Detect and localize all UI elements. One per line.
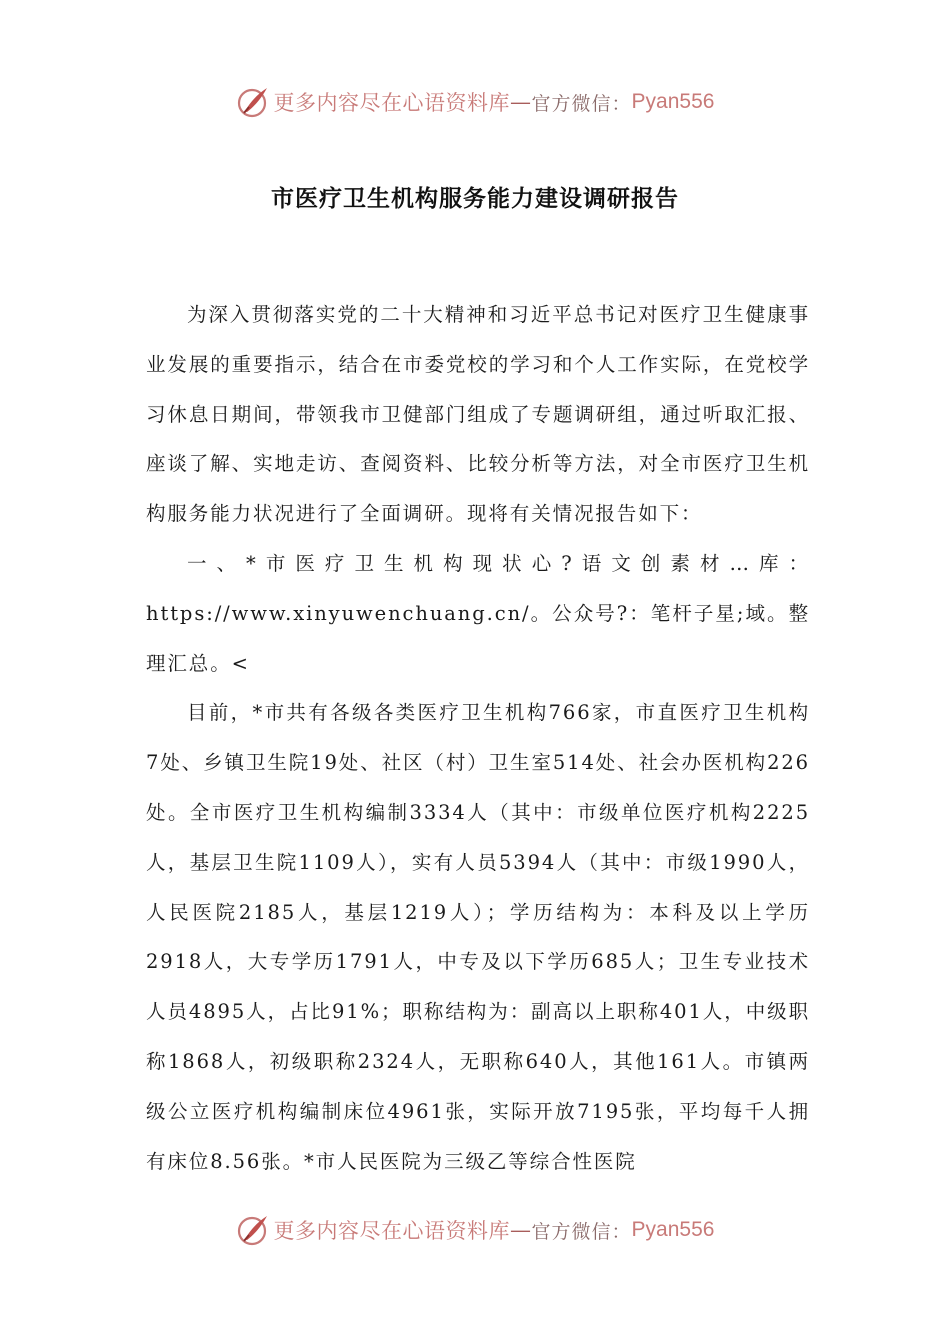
banner-dash: —	[510, 1218, 532, 1242]
paragraph-section-heading: 一、*市医疗卫生机构现状心?语文创素材…库：https://www.xinyuwenchuang.cn/。公众号?：笔杆子星;域。整理汇总。<	[146, 551, 810, 675]
quill-logo-icon	[236, 85, 270, 119]
paragraph-intro: 为深入贯彻落实党的二十大精神和习近平总书记对医疗卫生健康事业发展的重要指示，结合在市委党校的学习和个人工作实际，在党校学习休息日期间，带领我市卫健部门组成了专题调研组，通过听取汇报、座谈了解、实地走访、查阅资料、比较分析等方法，对全市医疗卫生机构服务能力状况进行了全面调研。现将有关情况报告如下：	[146, 303, 810, 526]
quill-logo-icon	[236, 1213, 270, 1247]
banner-id: Pyan556	[631, 1218, 715, 1241]
banner-label: 官方微信：	[531, 92, 632, 115]
banner-dash: —	[510, 90, 532, 114]
document-body	[146, 290, 810, 1186]
banner-text: 更多内容尽在心语资料库	[273, 91, 511, 115]
banner-label: 官方微信：	[531, 1220, 632, 1243]
paragraph-statistics: 目前，*市共有各级各类医疗卫生机构766家，市直医疗卫生机构7处、乡镇卫生院19处、社区（村）卫生室514处、社会办医机构226处。全市医疗卫生机构编制3334人（其中：市级单位医疗机构2225人，基层卫生院1109人），实有人员5394人（其中：市级1990人，人民医院2185人，基层1219人）；学历结构为：本科及以上学历2918人，大专学历1791人，中专及以下学历685人；卫生专业技术人员4895人，占比91%；职称结构为：副高以上职称401人，中级职称1868人，初级职称2324人，无职称640人，其他161人。市镇两级公立医疗机构编制床位4961张，实际开放7195张，平均每千人拥有床位8.56张。*市人民医院为三级乙等综合性医院	[146, 701, 810, 1173]
document-title: 市医疗卫生机构服务能力建设调研报告	[271, 186, 679, 212]
banner-text: 更多内容尽在心语资料库	[273, 1219, 511, 1243]
header-watermark-banner	[0, 82, 950, 122]
banner-id: Pyan556	[631, 90, 715, 113]
footer-watermark-banner	[0, 1210, 950, 1250]
